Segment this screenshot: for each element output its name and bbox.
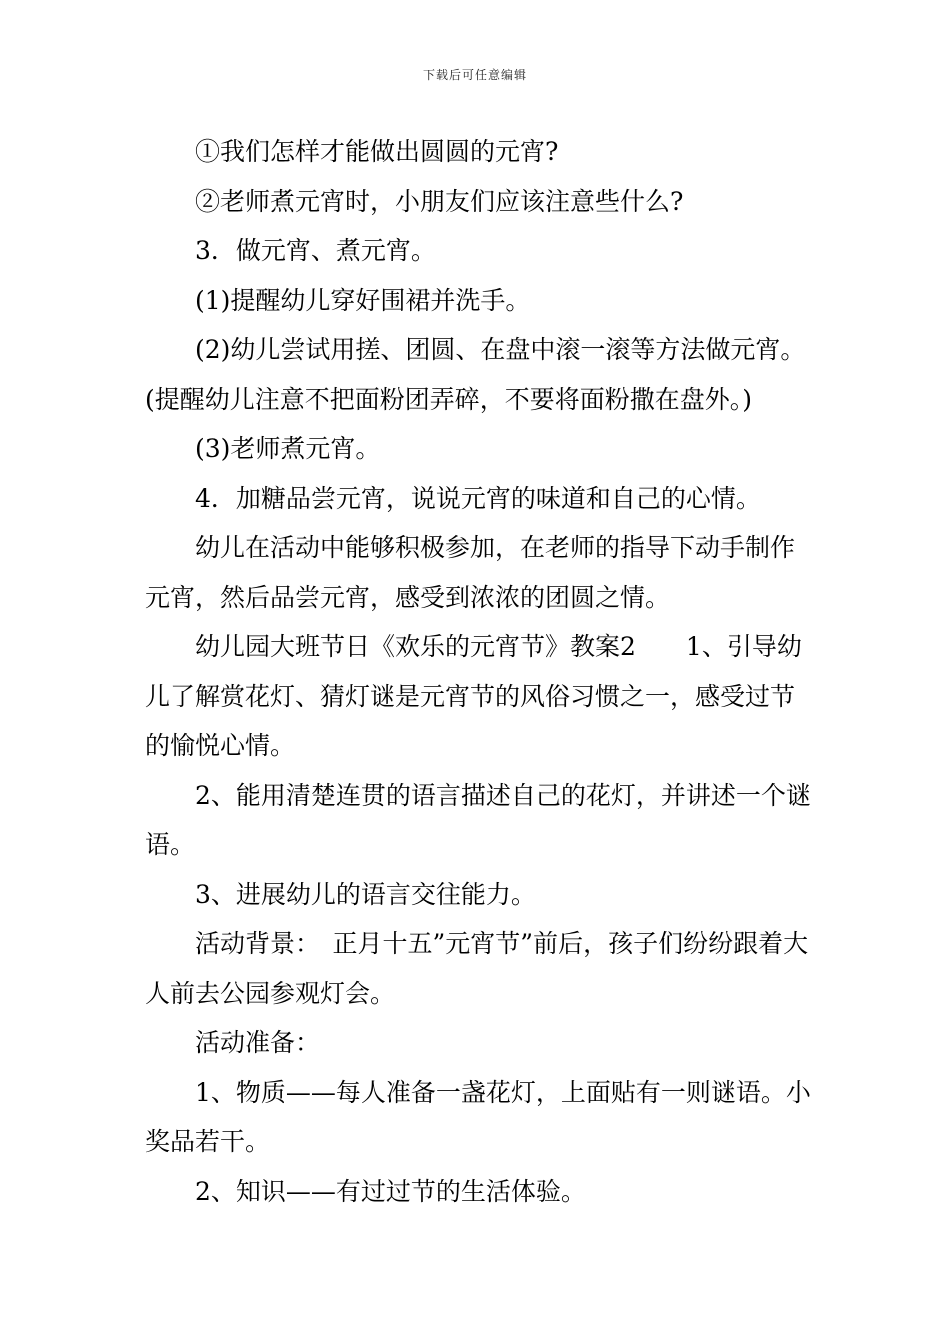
paragraph-preparation-1: 1、物质——每人准备一盏花灯，上面贴有一则谜语。小奖品若干。 <box>145 1077 811 1156</box>
document-body <box>145 127 815 1216</box>
paragraph-question-1: ①我们怎样才能做出圆圆的元宵? <box>195 137 559 166</box>
paragraph-background: 活动背景： 正月十五”元宵节”前后，孩子们纷纷跟着大人前去公园参观灯会。 <box>145 929 809 1008</box>
paragraph-substep-2-note: (提醒幼儿注意不把面粉团弄碎，不要将面粉撒在盘外。) <box>145 384 753 414</box>
paragraph-lesson-2-goal-1: 幼儿园大班节日《欢乐的元宵节》教案2 1、引导幼儿了解赏花灯、猜灯谜是元宵节的风俗习惯之一，感受过节的愉悦心情。 <box>145 632 802 760</box>
paragraph-goal-3: 3、进展幼儿的语言交往能力。 <box>195 879 536 909</box>
paragraph-reflection: 幼儿在活动中能够积极参加，在老师的指导下动手制作元宵，然后品尝元宵，感受到浓浓的团圆之情。 <box>145 533 796 612</box>
page-header: 下载后可任意编辑 <box>422 68 527 82</box>
paragraph-preparation-heading: 活动准备： <box>195 1028 321 1057</box>
paragraph-substep-1: (1)提醒幼儿穿好围裙并洗手。 <box>195 285 531 315</box>
paragraph-goal-2: 2、能用清楚连贯的语言描述自己的花灯，并讲述一个谜语。 <box>145 780 811 859</box>
paragraph-substep-3: (3)老师煮元宵。 <box>195 434 381 463</box>
paragraph-preparation-2: 2、知识——有过过节的生活体验。 <box>195 1176 586 1206</box>
paragraph-step-3: 3．做元宵、煮元宵。 <box>195 236 436 265</box>
paragraph-substep-2: (2)幼儿尝试用搓、团圆、在盘中滚一滚等方法做元宵。 <box>195 335 806 364</box>
paragraph-step-4: 4．加糖品尝元宵，说说元宵的味道和自己的心情。 <box>195 483 761 513</box>
paragraph-question-2: ②老师煮元宵时，小朋友们应该注意些什么? <box>195 186 684 216</box>
